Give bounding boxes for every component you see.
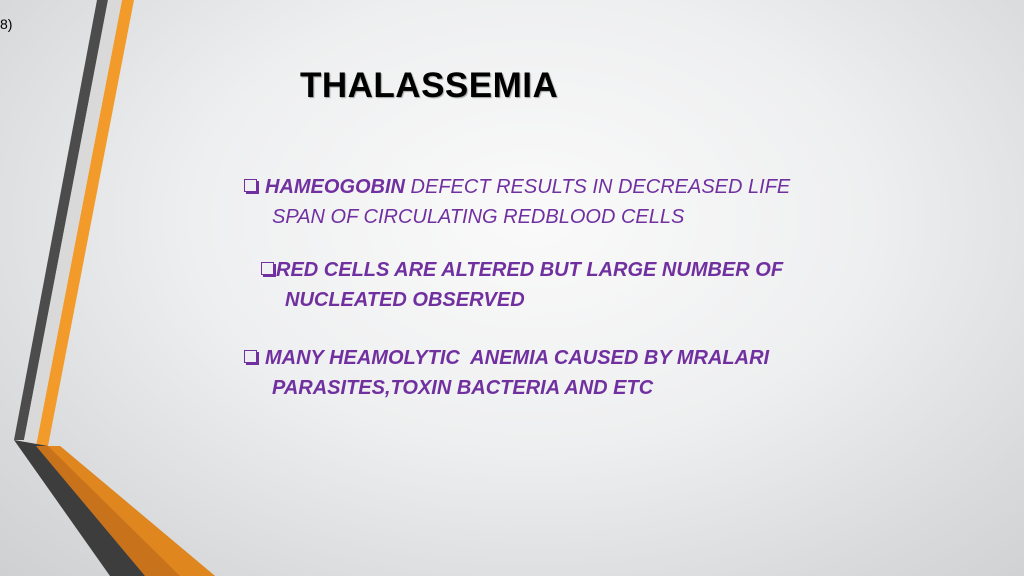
bullet-text: MANY HEAMOLYTIC ANEMIA CAUSED BY MRALARI	[265, 347, 770, 369]
checkbox-bullet-icon	[261, 262, 274, 275]
checkbox-bullet-icon	[244, 350, 257, 363]
bullet-text: RED CELLS ARE ALTERED BUT LARGE NUMBER OF	[276, 259, 784, 281]
slide-number: 8)	[0, 16, 13, 32]
grey-stripe-edge	[24, 0, 122, 446]
bullet-text: DEFECT RESULTS IN DECREASED LIFE	[405, 176, 791, 198]
bullet-text-continued: SPAN OF CIRCULATING REDBLOOD CELLS	[272, 206, 685, 228]
bullet-item	[244, 343, 884, 403]
bullet-item	[244, 172, 884, 232]
checkbox-bullet-icon	[244, 179, 257, 192]
bullet-emphasis: HAMEOGOBIN	[265, 176, 405, 198]
bullet-text-continued: NUCLEATED OBSERVED	[285, 289, 525, 311]
bullet-item	[261, 255, 881, 315]
bullet-text-continued: PARASITES,TOXIN BACTERIA AND ETC	[272, 377, 654, 399]
slide-title: THALASSEMIA	[300, 66, 559, 105]
